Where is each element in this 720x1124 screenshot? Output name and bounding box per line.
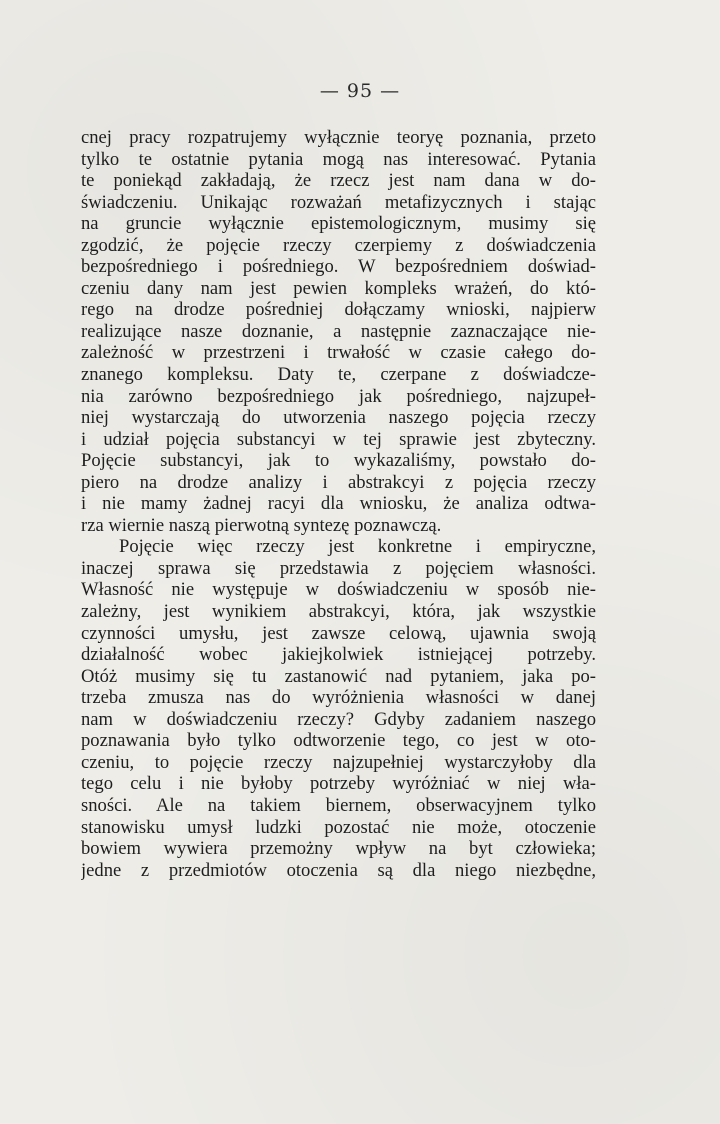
text-line: te poniekąd zakładają, że rzecz jest nam dana w do-: [81, 170, 596, 192]
body-text: [81, 127, 596, 881]
text-line: czeniu dany nam jest pewien kompleks wrażeń, do któ-: [81, 277, 596, 299]
text-line: Pojęcie substancyi, jak to wykazaliśmy, powstało do-: [81, 450, 596, 472]
text-line: czeniu, to pojęcie rzeczy najzupełniej wystarczyłoby dla: [81, 751, 596, 773]
text-line: trzeba zmusza nas do wyróżnienia własności w danej: [81, 687, 596, 709]
text-line: nia zarówno bezpośredniego jak pośredniego, najzupeł-: [81, 385, 596, 407]
text-line: czynności umysłu, jest zawsze celową, ujawnia swoją: [81, 622, 596, 644]
text-line: zależność w przestrzeni i trwałość w czasie całego do-: [81, 342, 596, 364]
text-line: i udział pojęcia substancyi w tej sprawie jest zbyteczny.: [81, 428, 596, 450]
text-line: i nie mamy żadnej racyi dla wniosku, że analiza odtwa-: [81, 493, 596, 515]
text-line: na gruncie wyłącznie epistemologicznym, musimy się: [81, 213, 596, 235]
text-line: Własność nie występuje w doświadczeniu w sposób nie-: [81, 579, 596, 601]
text-line: bowiem wywiera przemożny wpływ na byt człowieka;: [81, 838, 596, 860]
text-line: zależny, jest wynikiem abstrakcyi, która, jak wszystkie: [81, 601, 596, 623]
paragraph-end-line: rza wiernie naszą pierwotną syntezę poznawczą.: [81, 514, 442, 536]
text-line: realizujące nasze doznanie, a następnie zaznaczające nie-: [81, 320, 596, 342]
text-line: niej wystarczają do utworzenia naszego pojęcia rzeczy: [81, 407, 596, 429]
text-line: tego celu i nie byłoby potrzeby wyróżniać w niej wła-: [81, 773, 596, 795]
text-line: bezpośredniego i pośredniego. W bezpośredniem doświad-: [81, 256, 596, 278]
text-line: rego na drodze pośredniej dołączamy wnioski, najpierw: [81, 299, 596, 321]
text-line: piero na drodze analizy i abstrakcyi z pojęcia rzeczy: [81, 471, 596, 493]
text-line: poznawania było tylko odtworzenie tego, co jest w oto-: [81, 730, 596, 752]
text-line: sności. Ale na takiem biernem, obserwacyjnem tylko: [81, 794, 596, 816]
text-line: świadczeniu. Unikając rozważań metafizycznych i stając: [81, 191, 596, 213]
text-line: nam w doświadczeniu rzeczy? Gdyby zadaniem naszego: [81, 708, 596, 730]
page-number: — 95 —: [319, 80, 401, 102]
text-line: cnej pracy rozpatrujemy wyłącznie teoryę poznania, przeto: [81, 127, 596, 148]
text-line: inaczej sprawa się przedstawia z pojęciem własności.: [81, 557, 596, 579]
text-line: Otóż musimy się tu zastanowić nad pytaniem, jaka po-: [81, 665, 596, 687]
text-line: tylko te ostatnie pytania mogą nas interesować. Pytania: [81, 148, 596, 170]
paragraph-start-line: Pojęcie więc rzeczy jest konkretne i empiryczne,: [119, 536, 596, 558]
text-line: jedne z przedmiotów otoczenia są dla niego niezbędne,: [81, 859, 596, 881]
text-line: działalność wobec jakiejkolwiek istniejącej potrzeby.: [81, 644, 596, 666]
text-line: znanego kompleksu. Daty te, czerpane z doświadcze-: [81, 364, 596, 386]
text-line: zgodzić, że pojęcie rzeczy czerpiemy z doświadczenia: [81, 234, 596, 256]
text-line: stanowisku umysł ludzki pozostać nie może, otoczenie: [81, 816, 596, 838]
